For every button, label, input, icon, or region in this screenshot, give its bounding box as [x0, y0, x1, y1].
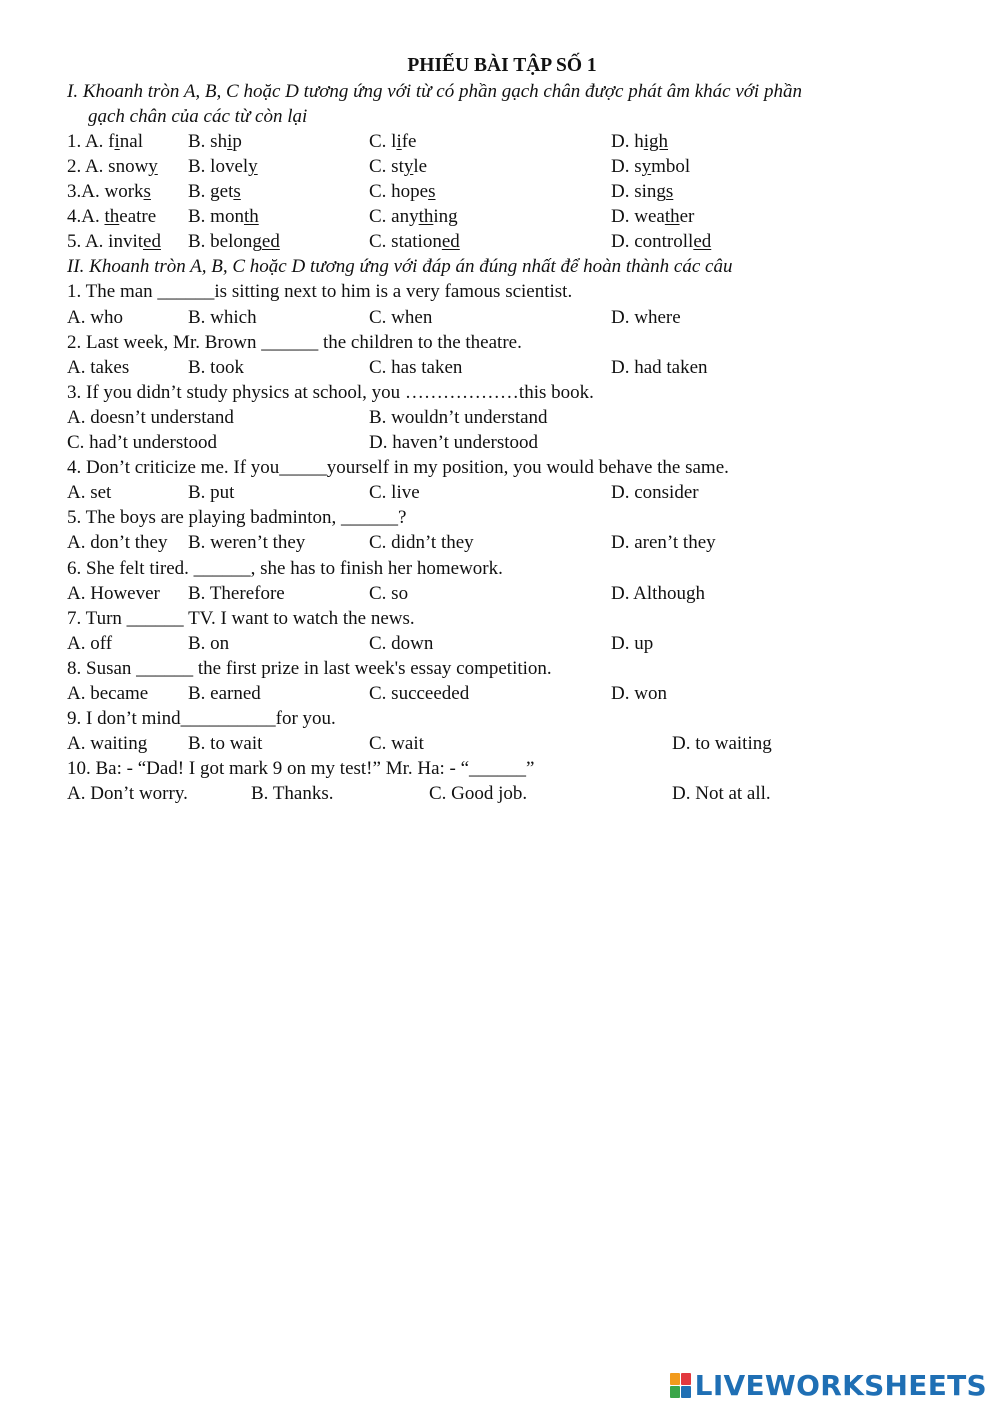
option-a[interactable] [67, 204, 156, 229]
option-b[interactable] [188, 129, 242, 154]
option-a[interactable] [67, 179, 151, 204]
pronunciation-questions [67, 129, 937, 254]
option-b[interactable]: B. to wait [188, 733, 263, 755]
underlined-part: ed [143, 231, 161, 253]
option-text-rest: ing [433, 206, 458, 228]
option-c[interactable]: C. Good job. [429, 783, 528, 805]
underlined-part: s [233, 181, 241, 203]
section-1-instruction-line1: I. Khoanh tròn A, B, C hoặc D tương ứng với từ có phần gạch chân được phát âm khác với phần [67, 81, 802, 102]
worksheet [67, 52, 937, 806]
underlined-part: igh [643, 131, 669, 152]
answer-row [67, 305, 937, 330]
pronunciation-row [67, 229, 937, 254]
option-text: D. wea [611, 206, 665, 228]
question-stem: 9. I don’t mind__________for you. [67, 708, 336, 730]
option-c[interactable]: C. down [369, 632, 434, 654]
option-text: C. st [369, 156, 404, 178]
option-b[interactable] [188, 154, 258, 179]
question-stem: 1. The man ______is sitting next to him is a very famous scientist. [67, 281, 573, 303]
option-d[interactable] [611, 204, 694, 229]
question-stem: 5. The boys are playing badminton, ______? [67, 507, 407, 529]
option-c[interactable]: C. wait [369, 733, 424, 755]
option-b[interactable]: B. wouldn’t understand [369, 406, 548, 428]
option-text-rest: er [679, 206, 695, 228]
underlined-part: ed [693, 231, 712, 253]
option-b[interactable]: B. earned [188, 682, 261, 704]
answer-row [67, 731, 937, 756]
option-c[interactable] [369, 129, 417, 154]
option-d[interactable]: D. won [611, 682, 667, 704]
liveworksheets-logo-icon [670, 1373, 691, 1398]
option-a[interactable]: A. doesn’t understand [67, 406, 234, 428]
underlined-part: th [104, 206, 120, 228]
option-text: B. belong [188, 231, 262, 253]
option-a[interactable]: A. don’t they [67, 532, 168, 554]
option-text: D. controll [611, 231, 694, 253]
option-text: B. lovel [188, 156, 249, 178]
answer-row [67, 355, 937, 380]
option-d[interactable] [611, 179, 673, 204]
option-text: B. get [188, 181, 234, 203]
question-stem: 2. Last week, Mr. Brown ______ the children to the theatre. [67, 331, 522, 353]
option-text: C. l [369, 131, 397, 152]
option-b[interactable]: B. Therefore [188, 582, 285, 604]
underlined-part: y [403, 156, 414, 178]
underlined-part: th [664, 206, 680, 228]
option-d[interactable]: D. to waiting [672, 733, 772, 755]
option-text: D. s [611, 156, 642, 178]
underlined-part: i [227, 131, 233, 152]
option-c[interactable]: C. so [369, 582, 409, 604]
question-stem: 10. Ba: - “Dad! I got mark 9 on my test!” Mr. Ha: - “______” [67, 758, 535, 780]
option-a[interactable] [67, 154, 158, 179]
option-d[interactable]: D. aren’t they [611, 532, 716, 554]
option-b[interactable]: B. took [188, 356, 244, 378]
option-b[interactable]: B. which [188, 306, 257, 328]
underlined-part: i [396, 131, 402, 152]
underlined-part: y [148, 156, 158, 178]
option-text-rest: fe [401, 131, 417, 152]
question-stem: 8. Susan ______ the first prize in last week's essay competition. [67, 657, 552, 679]
option-b[interactable]: B. Thanks. [251, 783, 334, 805]
option-c[interactable] [369, 154, 427, 179]
option-a[interactable]: A. set [67, 482, 112, 504]
option-d[interactable]: D. where [611, 306, 681, 328]
underlined-part: s [428, 181, 436, 203]
page-title: PHIẾU BÀI TẬP SỐ 1 [407, 55, 597, 76]
pronunciation-row [67, 129, 937, 154]
option-b[interactable] [188, 179, 241, 204]
option-d[interactable] [611, 154, 690, 179]
question-stem: 7. Turn ______ TV. I want to watch the news. [67, 607, 415, 629]
answer-row [67, 480, 937, 505]
option-d[interactable] [611, 229, 711, 254]
underlined-part: ed [261, 231, 280, 253]
option-b[interactable] [188, 204, 259, 229]
option-a[interactable]: A. However [67, 582, 160, 604]
pronunciation-row [67, 154, 937, 179]
option-d[interactable]: D. haven’t understood [369, 432, 539, 454]
option-text: C. any [369, 206, 419, 228]
underlined-part: s [665, 181, 674, 203]
option-a[interactable] [67, 229, 161, 254]
option-text: D. sing [611, 181, 666, 203]
option-c[interactable] [369, 179, 436, 204]
option-text-rest: le [413, 156, 428, 178]
option-text: B. sh [188, 131, 228, 152]
option-c[interactable] [369, 204, 458, 229]
brand-name: LIVEWORKSHEETS [694, 1368, 987, 1402]
option-text-rest: eatre [119, 206, 157, 228]
answer-row [67, 405, 937, 430]
option-b[interactable]: B. on [188, 632, 230, 654]
option-a[interactable]: A. who [67, 306, 123, 328]
option-d[interactable]: D. Not at all. [672, 783, 771, 805]
option-text-rest: nal [119, 131, 143, 152]
underlined-part: s [143, 181, 151, 203]
option-c[interactable]: C. had’t understood [67, 432, 218, 454]
option-b[interactable]: B. put [188, 482, 235, 504]
option-c[interactable]: C. succeeded [369, 682, 470, 704]
option-d[interactable]: D. had taken [611, 356, 708, 378]
option-c[interactable] [369, 229, 460, 254]
option-c[interactable]: C. has taken [369, 356, 463, 378]
underlined-part: y [248, 156, 258, 178]
option-a[interactable]: A. waiting [67, 733, 148, 755]
logo-tile-4 [681, 1386, 691, 1398]
option-text-rest: p [232, 131, 242, 152]
option-c[interactable]: C. didn’t they [369, 532, 474, 554]
option-text: 5. A. invit [67, 231, 144, 253]
answer-row [67, 430, 937, 455]
option-d[interactable]: D. consider [611, 482, 699, 504]
answer-row [67, 781, 937, 806]
answer-row [67, 530, 937, 555]
logo-tile-2 [681, 1373, 691, 1385]
option-a[interactable]: A. became [67, 682, 149, 704]
question-stem: 4. Don’t criticize me. If you_____yourself in my position, you would behave the same. [67, 457, 729, 479]
option-text: 2. A. snow [67, 156, 149, 178]
option-text: B. mon [188, 206, 244, 228]
option-text: 1. A. f [67, 131, 115, 152]
underlined-part: i [114, 131, 120, 152]
option-text: D. h [611, 131, 644, 152]
pronunciation-row [67, 179, 937, 204]
question-stem: 6. She felt tired. ______, she has to finish her homework. [67, 557, 503, 579]
underlined-part: th [243, 206, 259, 228]
option-a[interactable]: A. takes [67, 356, 130, 378]
logo-tile-3 [670, 1386, 680, 1398]
answer-row [67, 631, 937, 656]
pronunciation-row [67, 204, 937, 229]
option-text: 4.A. [67, 206, 105, 228]
option-a[interactable]: A. Don’t worry. [67, 783, 188, 805]
option-d[interactable]: D. Although [611, 582, 705, 604]
option-text-rest: mbol [651, 156, 691, 178]
option-d[interactable] [611, 129, 668, 154]
option-d[interactable]: D. up [611, 632, 654, 654]
option-text: C. station [369, 231, 442, 253]
option-text: C. hope [369, 181, 429, 203]
logo-tile-1 [670, 1373, 680, 1385]
question-stem: 3. If you didn’t study physics at school, you ………………this book. [67, 381, 594, 403]
section-1-instruction-line2: gạch chân của các từ còn lại [88, 106, 308, 127]
option-a[interactable] [67, 129, 143, 154]
answer-row [67, 581, 937, 606]
section-2-instruction: II. Khoanh tròn A, B, C hoặc D tương ứng với đáp án đúng nhất để hoàn thành các câu [67, 256, 733, 278]
underlined-part: ed [441, 231, 460, 253]
underlined-part: y [641, 156, 652, 178]
liveworksheets-footer [670, 1370, 987, 1400]
option-b[interactable] [188, 229, 280, 254]
option-a[interactable]: A. off [67, 632, 113, 654]
underlined-part: th [418, 206, 434, 228]
option-b[interactable]: B. weren’t they [188, 532, 306, 554]
section-1-instruction [67, 79, 937, 129]
option-c[interactable]: C. when [369, 306, 433, 328]
answer-row [67, 681, 937, 706]
option-text: 3.A. work [67, 181, 144, 203]
option-c[interactable]: C. live [369, 482, 420, 504]
